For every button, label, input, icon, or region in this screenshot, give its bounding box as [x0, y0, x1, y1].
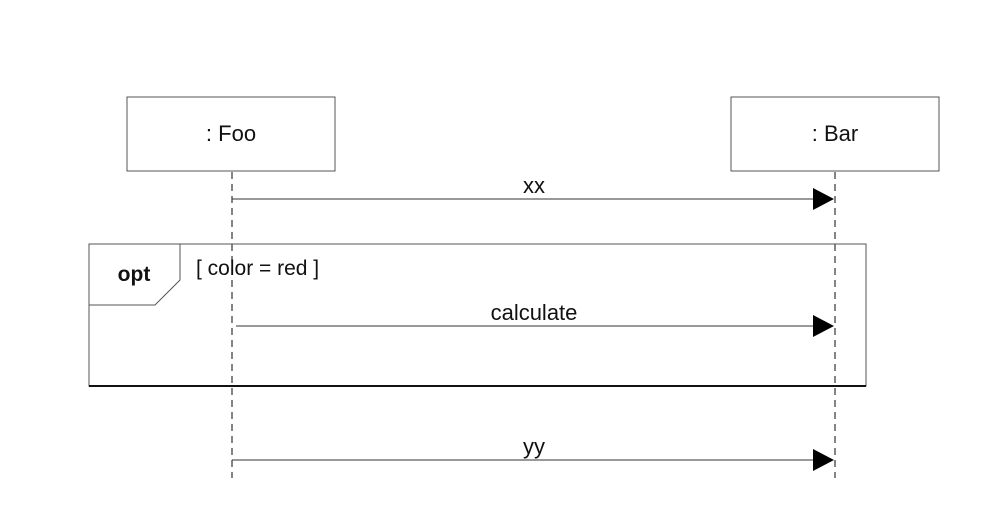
participant-bar[interactable]: [731, 97, 939, 171]
message-xx-arrowhead: [813, 188, 834, 210]
participant-bar-label: : Bar: [811, 121, 859, 146]
message-yy-label: yy: [523, 434, 545, 459]
message-yy[interactable]: [232, 434, 834, 471]
participant-foo[interactable]: [127, 97, 335, 171]
message-xx-label: xx: [523, 173, 545, 198]
message-calculate[interactable]: [236, 300, 834, 337]
message-calculate-arrowhead: [813, 315, 834, 337]
message-xx[interactable]: [232, 173, 834, 210]
message-yy-arrowhead: [813, 449, 834, 471]
participant-foo-label: : Foo: [205, 121, 257, 146]
opt-fragment[interactable]: [89, 244, 866, 386]
opt-fragment-operator: opt: [117, 263, 151, 286]
opt-fragment-guard: [ color = red ]: [196, 257, 320, 280]
message-calculate-label: calculate: [490, 300, 578, 325]
